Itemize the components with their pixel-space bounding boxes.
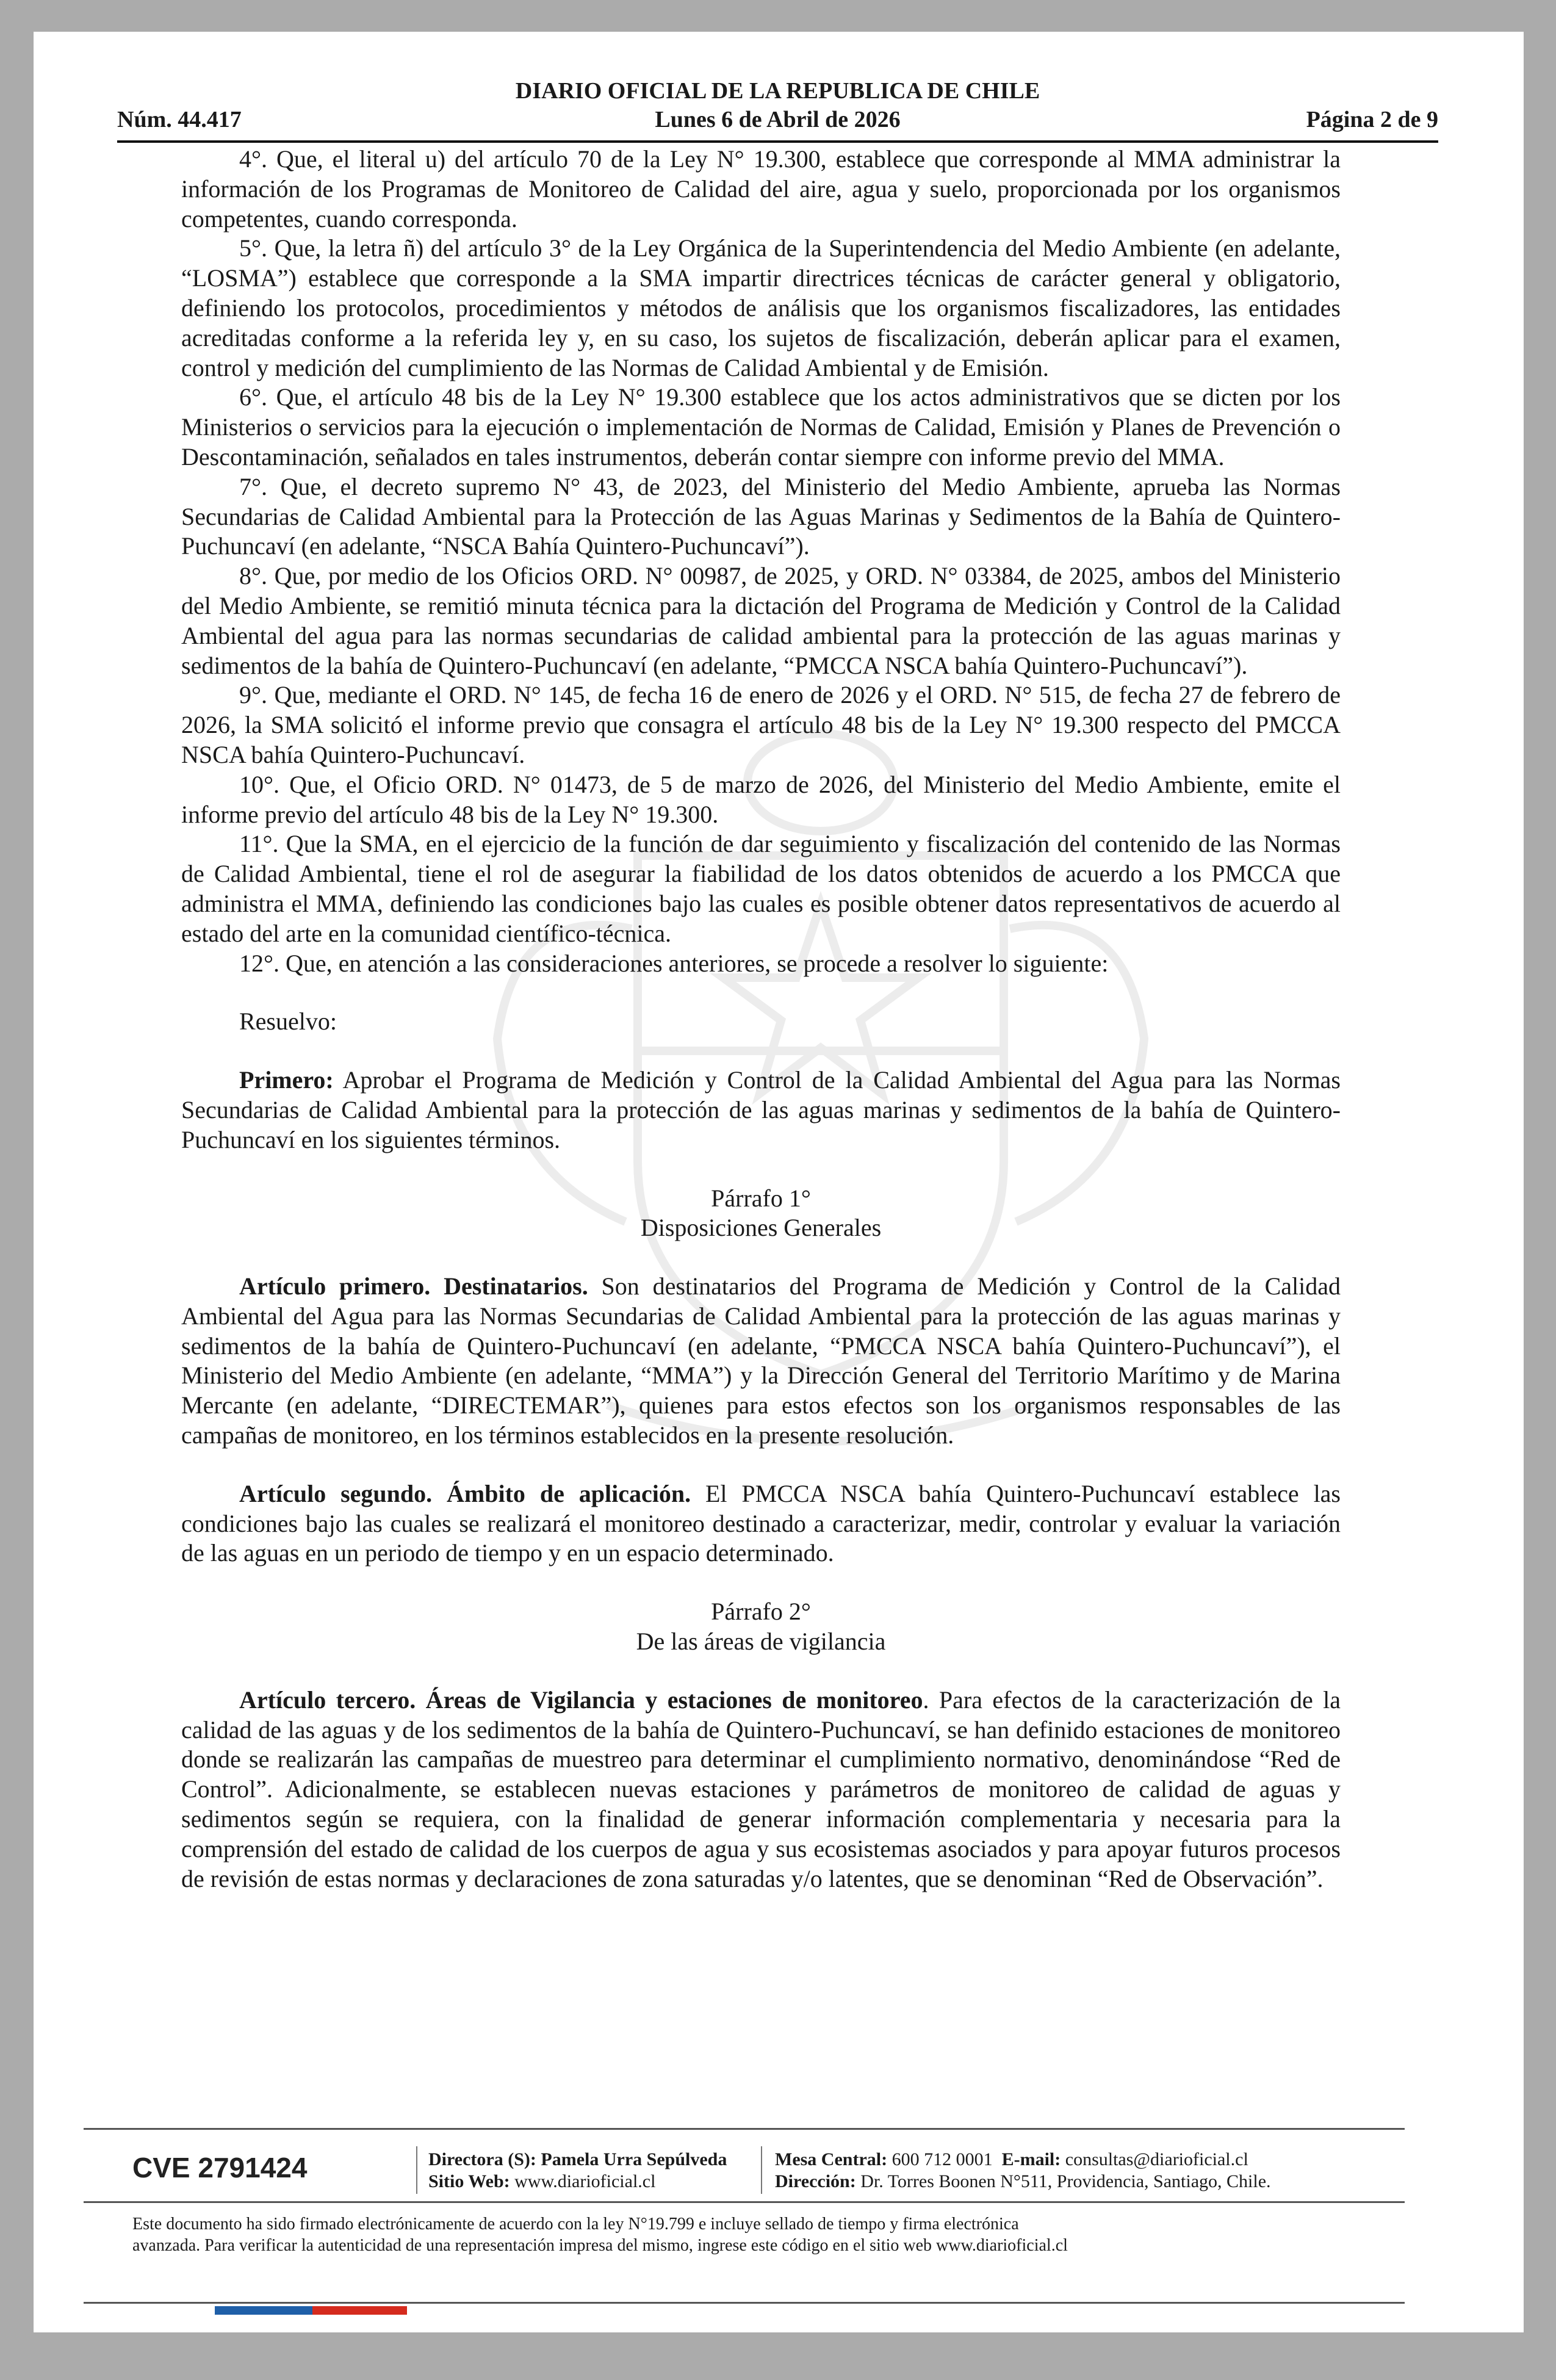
page-number: Página 2 de 9: [1306, 107, 1438, 132]
parrafo-2-subtitle: De las áreas de vigilancia: [636, 1628, 886, 1656]
direccion-value: Dr. Torres Boonen N°511, Providencia, Santiago, Chile.: [860, 2171, 1271, 2191]
article-1: [181, 1272, 1341, 1451]
resuelvo-heading: Resuelvo:: [239, 1008, 337, 1036]
direccion-label: Dirección:: [775, 2171, 856, 2191]
paragraph-11: 11°. Que la SMA, en el ejercicio de la función de dar seguimiento y fiscalización del contenido de las Normas de Calidad Ambiental, tiene el rol de asegurar la fiabilidad de los datos obtenidos de acuerdo a los PMCCA que administra el MMA, definiendo las condiciones bajo las cuales es posible obtener datos representativos de acuerdo al estado del arte en la comunidad científico-técnica.: [181, 830, 1341, 947]
article-1-text: Son destinatarios del Programa de Medición y Control de la Calidad Ambiental del Agua para las Normas Secundarias de Calidad Ambiental para la protección de las aguas marinas y sedimentos de la bahía de Quintero-Puchuncaví (en adelante, “PMCCA NSCA bahía Quintero-Puchuncaví”), el Ministerio del Medio Ambiente (en adelante, “MMA”) y la Dirección General del Territorio Marítimo y de Marina Mercante (en adelante, “DIRECTEMAR”), quienes para estos efectos son los organismos responsables de las campañas de monitoreo, en los términos establecidos en la presente resolución.: [181, 1272, 1341, 1449]
footer-separator: [416, 2146, 417, 2194]
paragraph-9: 9°. Que, mediante el ORD. N° 145, de fecha 16 de enero de 2026 y el ORD. N° 515, de fecha 27 de febrero de 2026, la SMA solicitó el informe previo que consagra el artículo 48 bis de la Ley N° 19.300 respecto del PMCCA NSCA bahía Quintero-Puchuncaví.: [181, 681, 1341, 768]
issue-number: Núm. 44.417: [117, 107, 242, 132]
article-2-text: El PMCCA NSCA bahía Quintero-Puchuncaví establece las condiciones bajo las cuales se realizará el monitoreo destinado a caracterizar, medir, controlar y evaluar la variación de las aguas en un periodo de tiempo y en un espacio determinado.: [181, 1479, 1341, 1567]
paragraph-7: 7°. Que, el decreto supremo N° 43, de 2023, del Ministerio del Medio Ambiente, aprueba las Normas Secundarias de Calidad Ambiental para la Protección de las Aguas Marinas y Sedimentos de la Bahía de Quintero-Puchuncaví (en adelante, “NSCA Bahía Quintero-Puchuncaví”).: [181, 472, 1341, 560]
article-1-label: Artículo primero. Destinatarios.: [239, 1272, 588, 1300]
primero-text: Aprobar el Programa de Medición y Control de la Calidad Ambiental del Agua para las Normas Secundarias de Calidad Ambiental para la protección de las aguas marinas y sedimentos de la bahía de Quintero-Puchuncaví en los siguientes términos.: [181, 1066, 1341, 1153]
document-body: [181, 145, 1341, 1894]
paragraph-10: 10°. Que, el Oficio ORD. N° 01473, de 5 de marzo de 2026, del Ministerio del Medio Ambiente, emite el informe previo del artículo 48 bis de la Ley N° 19.300.: [181, 770, 1341, 828]
mesa-value: 600 712 0001: [891, 2149, 993, 2169]
footer-top-rule: [84, 2128, 1405, 2130]
legal-notice: [132, 2213, 1383, 2256]
header-rule: [117, 140, 1438, 143]
article-2-label: Artículo segundo. Ámbito de aplicación.: [239, 1479, 691, 1507]
parrafo-1-title: Párrafo 1°: [711, 1184, 811, 1212]
mesa-label: Mesa Central:: [775, 2149, 888, 2169]
issue-date: Lunes 6 de Abril de 2026: [655, 107, 901, 132]
page-header: [117, 76, 1438, 146]
footer-middle-rule: [84, 2201, 1405, 2203]
legal-line-1: Este documento ha sido firmado electrónicamente de acuerdo con la ley N°19.799 e incluye sellado de tiempo y firma electrónica: [132, 2215, 1019, 2234]
footer-bottom-rule: [84, 2302, 1405, 2304]
primero-label: Primero:: [239, 1066, 334, 1094]
article-3: [181, 1686, 1341, 1894]
paragraph-4: 4°. Que, el literal u) del artículo 70 de la Ley N° 19.300, establece que corresponde al MMA administrar la información de los Programas de Monitoreo de Calidad del aire, agua y suelo, proporcionada por los organismos competentes, cuando corresponda.: [181, 145, 1341, 233]
primero-paragraph: [181, 1066, 1341, 1155]
article-3-text: . Para efectos de la caracterización de la calidad de las aguas y de los sedimentos de la bahía de Quintero-Puchuncaví, se han definido estaciones de monitoreo donde se realizarán las campañas de muestreo para determinar el cumplimiento normativo, denominándose “Red de Control”. Adicionalmente, se establecen nuevas estaciones y parámetros de monitoreo de calidad de aguas y sedimentos según se requiera, con la finalidad de generar información complementaria y necesaria para la comprensión del estado de calidad de los cuerpos de agua y sus ecosistemas asociados y para apoyar futuros procesos de revisión de estas normas y declaraciones de zona saturadas y/o latentes, que se denominan “Red de Observación”.: [181, 1686, 1341, 1892]
parrafo-1-subtitle: Disposiciones Generales: [640, 1214, 882, 1242]
email-link[interactable]: consultas@diarioficial.cl: [1065, 2149, 1248, 2169]
footer-column-contact: [775, 2149, 1271, 2193]
article-3-label: Artículo tercero. Áreas de Vigilancia y estaciones de monitoreo: [239, 1686, 923, 1714]
newspaper-title: DIARIO OFICIAL DE LA REPUBLICA DE CHILE: [515, 78, 1040, 104]
flag-stripe-red: [312, 2306, 407, 2315]
directora-name: Pamela Urra Sepúlveda: [541, 2149, 727, 2169]
paragraph-6: 6°. Que, el artículo 48 bis de la Ley N° 19.300 establece que los actos administrativos que se dicten por los Ministerios o servicios para la ejecución o implementación de Normas de Calidad, Emisión y Planes de Prevención o Descontaminación, señalados en tales instrumentos, deberán contar siempre con informe previo del MMA.: [181, 383, 1341, 471]
sitio-link[interactable]: www.diarioficial.cl: [514, 2171, 656, 2191]
footer-separator: [761, 2146, 762, 2194]
sitio-label: Sitio Web:: [428, 2171, 510, 2191]
flag-stripe-blue: [215, 2306, 312, 2315]
footer-column-directora: [428, 2149, 727, 2193]
paragraph-12: 12°. Que, en atención a las consideraciones anteriores, se procede a resolver lo siguiente:: [239, 949, 1109, 977]
legal-line-2: avanzada. Para verificar la autenticidad de una representación impresa del mismo, ingrese este código en el sitio web www.diarioficial.cl: [132, 2236, 1068, 2255]
paragraph-8: 8°. Que, por medio de los Oficios ORD. N° 00987, de 2025, y ORD. N° 03384, de 2025, ambos del Ministerio del Medio Ambiente, se remitió minuta técnica para la dictación del Programa de Medición y Control de la Calidad Ambiental del agua para las normas secundarias de calidad ambiental para la protección de las aguas marinas y sedimentos de la bahía de Quintero-Puchuncaví (en adelante, “PMCCA NSCA bahía Quintero-Puchuncaví”).: [181, 562, 1341, 679]
article-2: [181, 1479, 1341, 1568]
email-label: E-mail:: [1001, 2149, 1061, 2169]
parrafo-2-title: Párrafo 2°: [711, 1598, 811, 1626]
paragraph-5: 5°. Que, la letra ñ) del artículo 3° de la Ley Orgánica de la Superintendencia del Medio Ambiente (en adelante, “LOSMA”) establece que corresponde a la SMA impartir directrices técnicas de carácter general y obligatorio, definiendo los protocolos, procedimientos y métodos de análisis que los organismos fiscalizadores, las entidades acreditadas conforme a la referida ley y, en su caso, los sujetos de fiscalización, deberán aplicar para el examen, control y medición del cumplimiento de las Normas de Calidad Ambiental y de Emisión.: [181, 234, 1341, 381]
directora-label: Directora (S):: [428, 2149, 536, 2169]
cve-code: CVE 2791424: [132, 2152, 308, 2183]
